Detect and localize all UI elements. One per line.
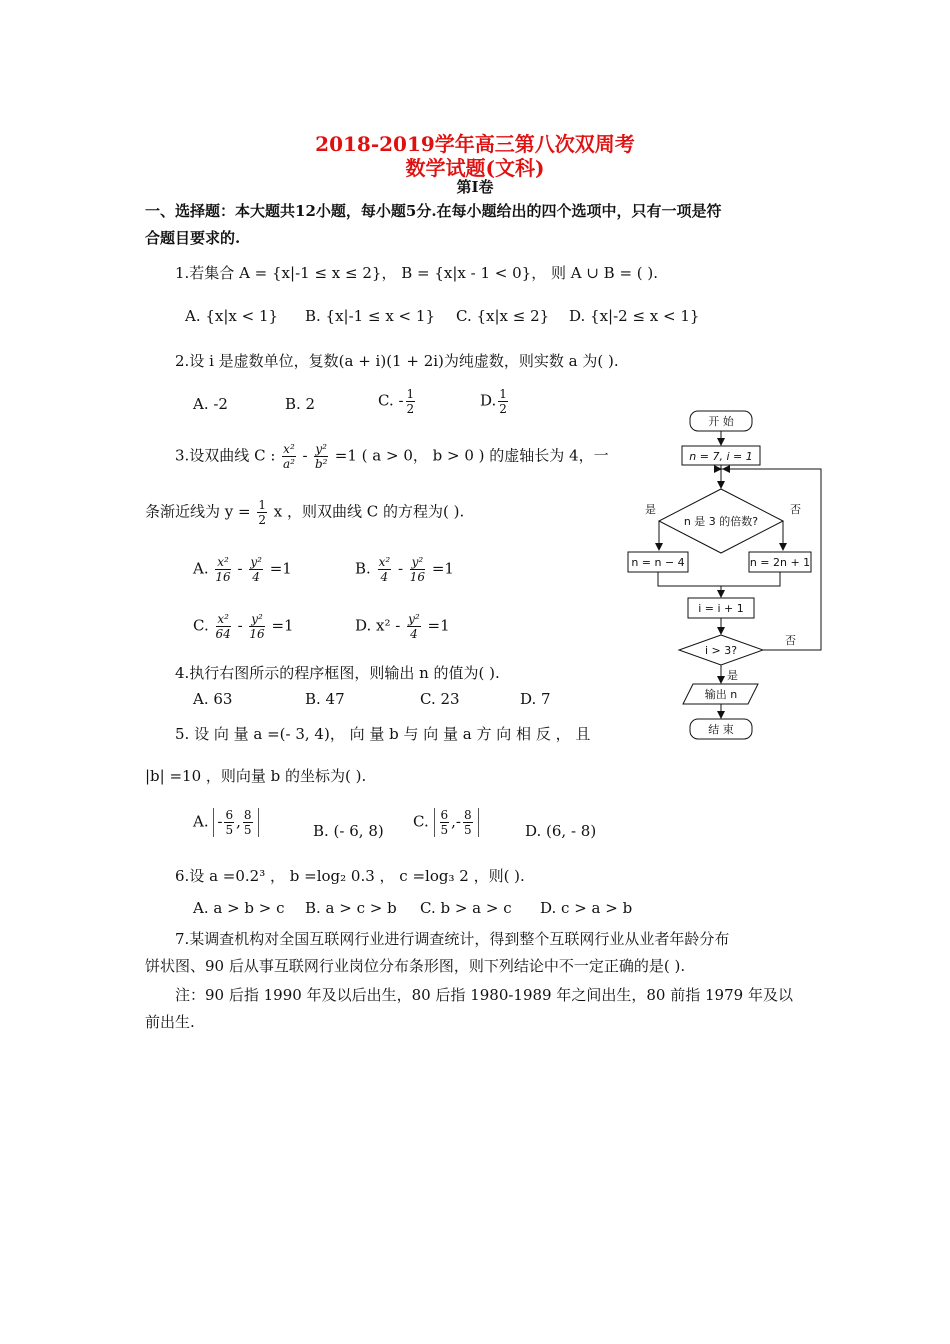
option-label: C. xyxy=(413,812,429,831)
q6-option-d: D. c > a > b xyxy=(540,899,633,917)
q2-option-a: A. -2 xyxy=(193,395,228,413)
option-label: D. x² - xyxy=(355,616,401,635)
q3-stem-line-1 xyxy=(175,442,609,471)
fraction xyxy=(243,808,253,837)
minus-sign: - xyxy=(237,559,243,578)
fraction xyxy=(249,555,263,584)
q1-option-d: D. {x|-2 ≤ x < 1} xyxy=(569,307,700,325)
fraction xyxy=(216,612,231,641)
q3-fraction-y xyxy=(314,442,328,471)
q3-half-fraction xyxy=(257,498,267,527)
section-heading-line-2: 合题目要求的. xyxy=(145,229,241,247)
program-flowchart xyxy=(615,400,835,745)
equals-one: =1 xyxy=(431,559,454,578)
q3-option-c xyxy=(193,612,294,641)
q3-option-d xyxy=(355,612,450,641)
equals-one: =1 xyxy=(427,616,450,635)
fraction-denominator: 5 xyxy=(243,823,252,837)
fraction-denominator: 4 xyxy=(410,627,418,641)
no1-label: 否 xyxy=(790,503,801,516)
q3-minus: - xyxy=(302,446,308,465)
fraction-numerator: x² xyxy=(217,555,229,569)
option-label: A. xyxy=(193,812,209,831)
q7-stem-line-2: 饼状图、90 后从事互联网行业岗位分布条形图，则下列结论中不一定正确的是( ). xyxy=(145,957,686,975)
fraction-numerator: x² xyxy=(283,442,295,456)
fraction-numerator: x² xyxy=(378,555,391,569)
q1-option-a: A. {x|x < 1} xyxy=(185,307,279,325)
increment-label: i = i + 1 xyxy=(698,602,744,615)
yes1-label: 是 xyxy=(645,503,656,516)
q6-option-b: B. a > c > b xyxy=(305,899,397,917)
title-line-1: 2018-2019学年高三第八次双周考 xyxy=(315,132,635,156)
start-label: 开 始 xyxy=(708,415,734,428)
fraction-denominator: 16 xyxy=(249,627,265,641)
q3-stem-post: =1 ( a > 0， b > 0 ) 的虚轴长为 4，一 xyxy=(334,446,609,465)
section-heading-line-1: 一、选择题：本大题共12小题，每小题5分.在每小题给出的四个选项中，只有一项是符 xyxy=(145,202,722,220)
fraction-denominator: 16 xyxy=(215,570,231,584)
q4-option-b: B. 47 xyxy=(305,690,345,708)
fraction xyxy=(378,555,392,584)
fraction xyxy=(215,555,230,584)
vector-bracket: $\frac{6}{5}$ ,- $\frac{8}{5}$ xyxy=(434,808,479,837)
fraction-denominator: b² xyxy=(314,457,328,471)
option-label: B. xyxy=(355,559,371,578)
end-label: 结 束 xyxy=(708,723,734,736)
q5-option-b: B. (- 6, 8) xyxy=(313,822,384,840)
fraction-denominator: a² xyxy=(282,457,295,471)
q3-option-a xyxy=(193,555,292,584)
fraction-denominator: 5 xyxy=(225,823,234,837)
q2-option-c-fraction xyxy=(406,387,416,416)
minus-sign: - xyxy=(237,616,243,635)
fraction-denominator: 2 xyxy=(406,402,415,416)
q1-stem: 1.若集合 A = {x|-1 ≤ x ≤ 2}， B = {x|x - 1 < 0}， 则 A ∪ B = ( ). xyxy=(175,264,659,282)
option-label: A. xyxy=(193,559,209,578)
fraction-numerator: y² xyxy=(251,612,263,626)
minus-sign: - xyxy=(397,559,404,578)
q1-option-c: C. {x|x ≤ 2} xyxy=(456,307,550,325)
output-label: 输出 n xyxy=(704,688,738,701)
q2-option-d xyxy=(480,387,510,416)
equals-one: =1 xyxy=(269,559,292,578)
q2-option-b: B. 2 xyxy=(285,395,316,413)
fraction-numerator: x² xyxy=(217,612,229,626)
fraction-numerator: 6 xyxy=(225,808,234,822)
q2-stem: 2.设 i 是虚数单位，复数(a + i)(1 + 2i)为纯虚数，则实数 a 为( ). xyxy=(175,352,619,370)
q5-option-a xyxy=(193,808,259,837)
fraction-numerator: y² xyxy=(408,612,420,626)
equals-one: =1 xyxy=(271,616,294,635)
volume-label: 第Ⅰ卷 xyxy=(456,178,494,196)
q1-option-b: B. {x|-1 ≤ x < 1} xyxy=(305,307,435,325)
left-box-label: n = n − 4 xyxy=(631,556,685,569)
decision2-label: i > 3? xyxy=(704,644,738,657)
right-box-label: n = 2n + 1 xyxy=(749,556,811,569)
q4-stem: 4.执行右图所示的程序框图，则输出 n 的值为( ). xyxy=(175,664,500,682)
q2-option-d-label: D. xyxy=(480,391,497,410)
fraction-numerator: 1 xyxy=(406,387,415,401)
q3-fraction-x xyxy=(282,442,296,471)
q3-line2-post: x ，则双曲线 C 的方程为( ). xyxy=(273,502,465,521)
q7-stem-line-1: 7.某调查机构对全国互联网行业进行调查统计，得到整个互联网行业从业者年龄分布 xyxy=(175,930,730,948)
q2-option-c-label: C. - xyxy=(378,391,404,410)
fraction-numerator: 8 xyxy=(243,808,252,822)
q4-option-d: D. 7 xyxy=(520,690,551,708)
fraction-denominator: 4 xyxy=(252,570,260,584)
fraction-numerator: y² xyxy=(411,555,424,569)
q5-option-d: D. (6, - 8) xyxy=(525,822,597,840)
q3-stem-pre: 3.设双曲线 C : xyxy=(175,446,276,465)
q6-option-a: A. a > b > c xyxy=(193,899,285,917)
q6-stem: 6.设 a =0.2³ ， b =log₂ 0.3 ， c =log₃ 2 ，则( ). xyxy=(175,867,525,885)
fraction-numerator: 1 xyxy=(499,387,507,401)
q4-option-c: C. 23 xyxy=(420,690,460,708)
q6-option-c: C. b > a > c xyxy=(420,899,512,917)
init-label: n = 7, i = 1 xyxy=(689,450,753,463)
fraction-denominator: 64 xyxy=(215,627,231,641)
fraction xyxy=(249,612,264,641)
fraction xyxy=(407,612,421,641)
q3-stem-line-2 xyxy=(145,498,464,527)
fraction-denominator: 5 xyxy=(440,823,449,837)
fraction-denominator: 2 xyxy=(258,513,267,527)
fraction-denominator: 16 xyxy=(409,570,426,584)
yes2-label: 是 xyxy=(727,669,738,682)
title-line-2: 数学试题(文科) xyxy=(405,156,545,180)
fraction-denominator: 4 xyxy=(380,570,389,584)
fraction xyxy=(410,555,425,584)
decision1-label: n 是 3 的倍数? xyxy=(683,515,759,528)
q2-option-c xyxy=(378,387,417,416)
fraction xyxy=(440,808,450,837)
fraction-numerator: y² xyxy=(250,555,262,569)
fraction-numerator: 6 xyxy=(440,808,449,822)
q7-note-line-1: 注：90 后指 1990 年及以后出生，80 后指 1980-1989 年之间出生，80 前指 1979 年及以 xyxy=(175,986,793,1004)
fraction-numerator: 8 xyxy=(463,808,472,822)
q4-option-a: A. 63 xyxy=(193,690,233,708)
fraction-denominator: 2 xyxy=(499,402,507,416)
fraction-numerator: 1 xyxy=(258,498,267,512)
fraction-denominator: 5 xyxy=(463,823,472,837)
fraction xyxy=(224,808,234,837)
q7-note-line-2: 前出生. xyxy=(145,1013,195,1031)
vector-bracket: - $\frac{6}{5}$ , $\frac{8}{5}$ xyxy=(213,808,258,837)
q2-option-d-fraction xyxy=(498,387,508,416)
q5-option-c xyxy=(413,808,479,837)
no2-label: 否 xyxy=(785,634,796,647)
q5-stem-line-2: |b| =10 ，则向量 b 的坐标为( ). xyxy=(145,767,367,785)
q5-stem-line-1: 5. 设 向 量 a =(- 3, 4)， 向 量 b 与 向 量 a 方 向 相 反 ， 且 xyxy=(175,725,591,743)
fraction-numerator: y² xyxy=(315,442,327,456)
q3-option-b xyxy=(355,555,454,584)
option-label: C. xyxy=(193,616,209,635)
q3-line2-pre: 条渐近线为 y = xyxy=(145,502,251,521)
fraction xyxy=(463,808,473,837)
